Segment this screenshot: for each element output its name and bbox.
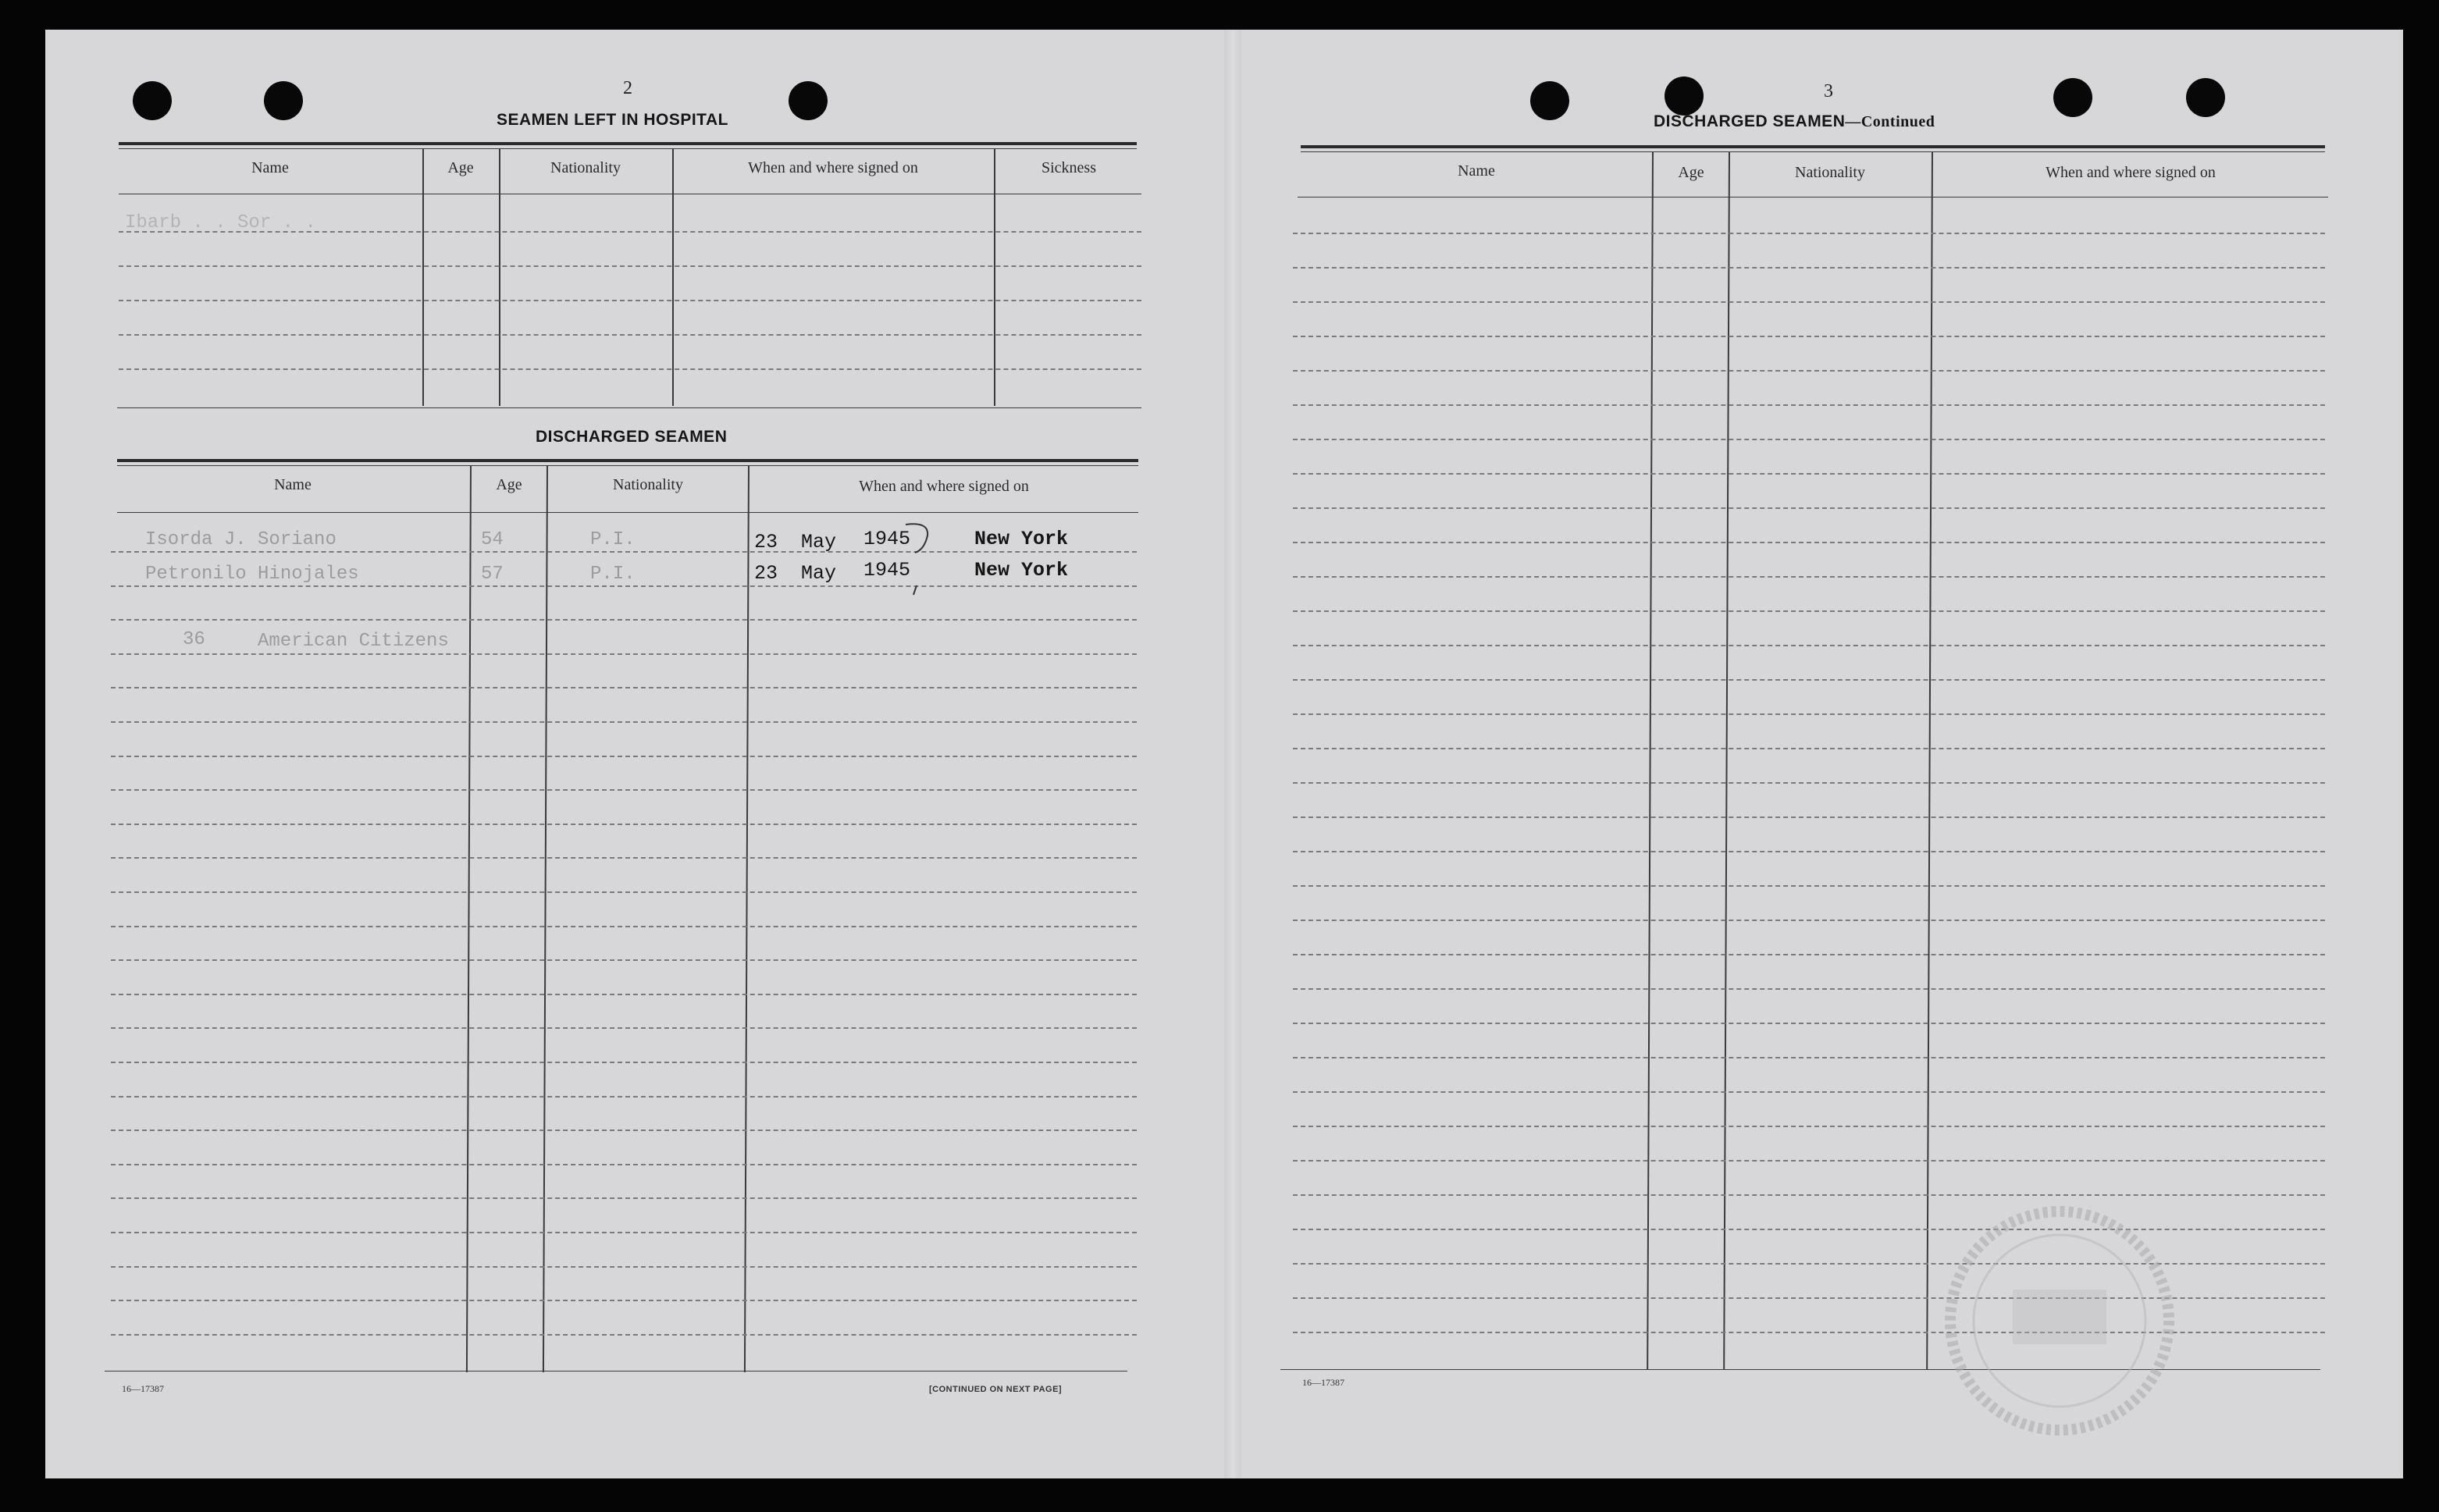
ruled-line: [111, 1130, 1137, 1131]
ruled-line: [1293, 782, 2325, 784]
hospital-col-age: Age: [447, 159, 474, 176]
ruled-line: [111, 1062, 1137, 1063]
ruled-line: [111, 1334, 1137, 1336]
punch-hole: [133, 81, 172, 120]
ruled-line: [111, 1164, 1137, 1165]
ruled-line: [111, 994, 1137, 995]
ruled-line: [111, 619, 1137, 621]
right-col-signed-on: When and where signed on: [2046, 164, 2216, 181]
ruled-line: [1293, 1057, 2325, 1058]
ruled-line: [111, 891, 1137, 893]
hospital-row-line: [119, 334, 1141, 336]
ruled-line: [1293, 542, 2325, 543]
form-number-left: 16—17387: [122, 1383, 164, 1394]
right-top-rule-2: [1301, 151, 2325, 152]
page-fold: [1224, 30, 1241, 1478]
page-number-right: 3: [1824, 81, 1833, 101]
ruled-line: [111, 585, 1137, 587]
punch-hole: [2186, 78, 2225, 117]
right-section-title-suffix: —Continued: [1845, 113, 1935, 130]
punch-hole: [789, 81, 828, 120]
ruled-line: [1293, 988, 2325, 990]
discharged-top-rule: [117, 459, 1138, 462]
hospital-col-name: Name: [251, 159, 289, 176]
entry-day: 23: [754, 531, 778, 553]
discharged-top-rule-2: [117, 465, 1138, 466]
ruled-line: [111, 1232, 1137, 1233]
ruled-line: [1293, 301, 2325, 303]
right-col-nationality: Nationality: [1795, 164, 1865, 181]
entry-year: 1945: [863, 559, 911, 582]
discharged-col-age: Age: [496, 476, 522, 493]
page-number-left: 2: [623, 78, 632, 98]
ruled-line: [111, 857, 1137, 859]
ruled-line: [1293, 404, 2325, 406]
ruled-line: [1293, 473, 2325, 475]
discharged-col-nationality: Nationality: [613, 476, 683, 493]
ruled-line: [111, 721, 1137, 723]
hospital-col-signed-on: When and where signed on: [748, 159, 918, 176]
entry-age: 54: [481, 529, 504, 550]
ruled-line: [1293, 679, 2325, 681]
ruled-line: [111, 1096, 1137, 1098]
punch-hole: [1665, 76, 1704, 116]
ruled-line: [111, 959, 1137, 961]
punch-hole: [264, 81, 303, 120]
entry-nationality: P.I.: [590, 564, 636, 585]
entry-place: New York: [974, 559, 1069, 582]
ruled-line: [111, 551, 1137, 553]
right-section-title: [1654, 112, 1935, 131]
ruled-line: [1293, 576, 2325, 578]
entry-day: 23: [754, 562, 778, 585]
hospital-row-line: [119, 265, 1141, 267]
ruled-line: [1293, 1023, 2325, 1024]
ruled-line: [1293, 954, 2325, 955]
entry-month: May: [801, 531, 837, 553]
hospital-top-rule-2: [119, 148, 1137, 149]
ruled-line: [1293, 816, 2325, 818]
ruled-line: [1293, 610, 2325, 612]
hospital-section-title: SEAMEN LEFT IN HOSPITAL: [497, 111, 728, 129]
hospital-col-nationality: Nationality: [550, 159, 621, 176]
ruled-line: [1293, 920, 2325, 921]
entry-name: Isorda J. Soriano: [145, 529, 336, 550]
ruled-line: [111, 789, 1137, 791]
ruled-line: [1293, 1091, 2325, 1093]
right-top-rule: [1301, 145, 2325, 148]
ruled-line: [111, 1027, 1137, 1029]
punch-hole: [1530, 81, 1569, 120]
hospital-row-line: [119, 368, 1141, 370]
punch-hole: [2053, 78, 2092, 117]
hospital-faint-entry: Ibarb . . Sor . .: [125, 212, 316, 233]
ruled-line: [1293, 645, 2325, 646]
ruled-line: [1293, 885, 2325, 887]
ruled-line: [1293, 851, 2325, 852]
ruled-line: [111, 926, 1137, 927]
entry-age: 57: [481, 564, 504, 585]
ruled-line: [111, 756, 1137, 757]
ruled-line: [111, 653, 1137, 655]
entry-nationality: P.I.: [590, 529, 636, 550]
continued-note: [CONTINUED ON NEXT PAGE]: [929, 1385, 1063, 1394]
ruled-line: [1293, 336, 2325, 337]
hospital-divider: [672, 148, 674, 406]
ruled-line: [1293, 713, 2325, 715]
discharged-section-title: DISCHARGED SEAMEN: [536, 428, 728, 446]
ruled-line: [1293, 233, 2325, 234]
hospital-top-rule: [119, 142, 1137, 145]
ruled-line: [111, 1300, 1137, 1301]
hospital-divider: [994, 148, 995, 406]
form-number-right: 16—17387: [1302, 1377, 1344, 1388]
ruled-line: [1293, 439, 2325, 440]
ruled-line: [1293, 748, 2325, 749]
discharged-col-name: Name: [274, 476, 312, 493]
entry-year: 1945: [863, 528, 911, 550]
ruled-line: [111, 687, 1137, 688]
pen-mark: [898, 518, 937, 604]
hospital-col-sickness: Sickness: [1041, 159, 1096, 176]
ruled-line: [1293, 1126, 2325, 1127]
ruled-line: [111, 1266, 1137, 1268]
hospital-bottom-rule: [117, 407, 1141, 408]
hospital-divider: [422, 148, 424, 406]
ruled-line: [1293, 1160, 2325, 1162]
discharged-col-signed-on: When and where signed on: [859, 478, 1029, 495]
entry-month: May: [801, 562, 837, 585]
right-section-title-main: DISCHARGED SEAMEN: [1654, 112, 1846, 130]
note-text: American Citizens: [258, 631, 449, 652]
ruled-line: [111, 824, 1137, 825]
note-count: 36: [183, 629, 205, 650]
ruled-line: [1293, 267, 2325, 269]
discharged-header-rule: [117, 512, 1138, 513]
right-col-age: Age: [1678, 164, 1704, 181]
faint-seal-stamp: [1927, 1196, 2192, 1446]
right-col-name: Name: [1458, 162, 1495, 180]
entry-place: New York: [974, 528, 1069, 550]
ruled-line: [1293, 507, 2325, 509]
hospital-row-line: [119, 300, 1141, 301]
ruled-line: [1293, 370, 2325, 372]
hospital-divider: [499, 148, 500, 406]
ruled-line: [111, 1197, 1137, 1199]
entry-name: Petronilo Hinojales: [145, 564, 359, 585]
